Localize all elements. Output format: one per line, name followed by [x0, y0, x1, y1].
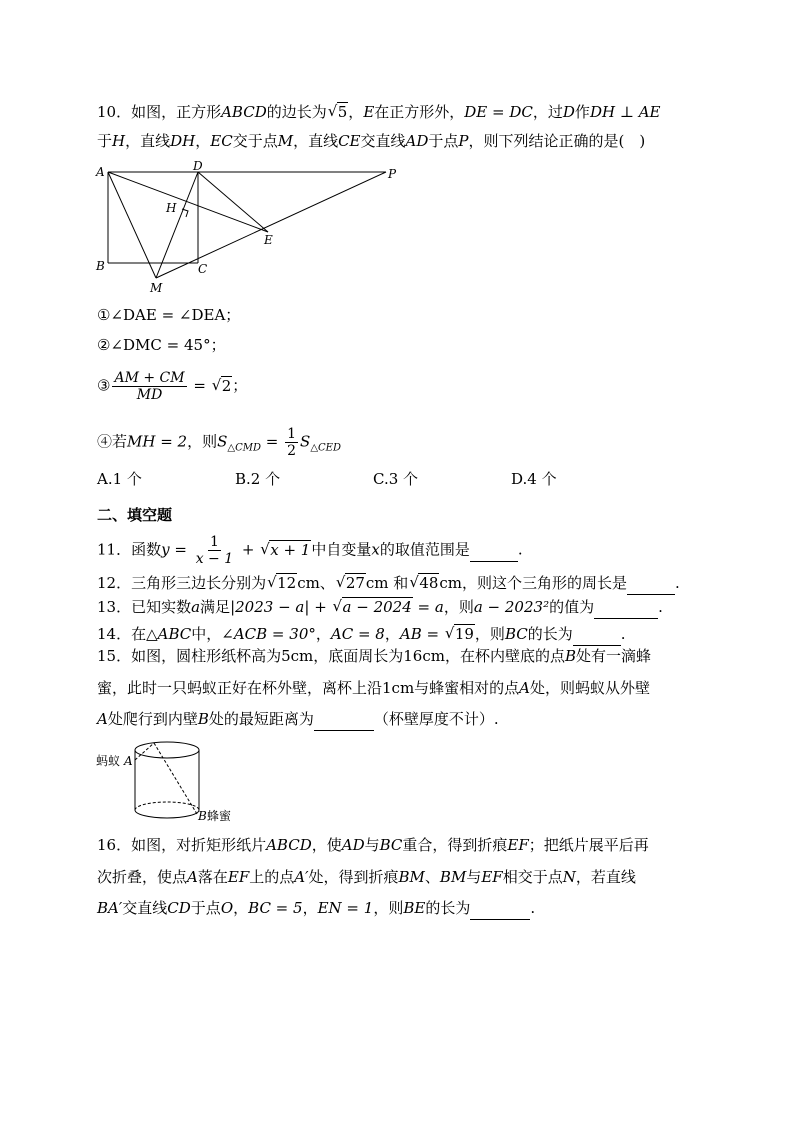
sqrt-5: √ 5: [328, 101, 349, 123]
section-title: 二、填空题: [97, 506, 173, 524]
q15-line3: A处爬行到内壁B处的最短距离为 （杯壁厚度不计）.: [97, 708, 499, 731]
sqrt: √ x + 1: [260, 539, 311, 561]
q16-line3: BA′交直线CD于点O，BC = 5，EN = 1，则BE的长为 .: [97, 897, 535, 920]
label-p: P: [388, 167, 397, 181]
q10-line2: 于H，直线DH，EC交于点M，直线CE交直线AD于点P，则下列结论正确的是( ): [97, 132, 646, 150]
label-m: M: [150, 281, 163, 295]
q16-line1: 16．如图，对折矩形纸片ABCD，使AD与BC重合，得到折痕EF；把纸片展平后再: [97, 836, 649, 854]
label-c: C: [198, 262, 208, 276]
label-b: B: [198, 809, 207, 823]
q13: 13．已知实数a满足|2023 − a| + √ a − 2024 = a，则a − 2023²的值为 .: [97, 596, 663, 619]
label-d: D: [193, 159, 203, 173]
label-a: A: [96, 165, 105, 179]
label-honey: 蜂蜜: [207, 809, 232, 823]
answer-blank[interactable]: [573, 623, 621, 646]
q15-line1: 15．如图，圆柱形纸杯高为5cm，底面周长为16cm，在杯内壁底的点B处有一滴蜂: [97, 647, 652, 665]
answer-blank[interactable]: [314, 708, 374, 731]
fraction: $\frac{1}{x - 1}$: [195, 534, 234, 567]
option-c[interactable]: C.3 个: [373, 470, 419, 488]
q14: 14．在△ABC中，∠ACB = 30°，AC = 8，AB = √ 19，则BC的长为 .: [97, 623, 626, 646]
label-ant: 蚂蚁: [96, 754, 121, 768]
option-a[interactable]: A.1 个: [97, 470, 142, 488]
fraction-half: $\frac{1}{2}$: [287, 426, 297, 459]
answer-blank[interactable]: [470, 539, 518, 562]
q11: 11．函数y = $\frac{1}{x - 1}$ + √ x + 1中自变量x的取值范围是 .: [97, 534, 523, 567]
fraction: $\frac{AM + CM}{MD}$: [114, 370, 185, 403]
answer-blank[interactable]: [627, 572, 675, 595]
label-e: E: [264, 233, 273, 247]
sqrt-27: √ 27: [336, 572, 366, 594]
q10-statement-4: ④若MH = 2，则$S_{\triangle CMD}$ = $\frac{1}{2}$ $S_{\triangle CED}$: [97, 426, 341, 459]
answer-blank[interactable]: [470, 897, 530, 920]
sqrt-12: √ 12: [267, 572, 297, 594]
q10-statement-1: ①∠DAE = ∠DEA；: [97, 306, 241, 324]
sqrt-2: √ 2: [212, 375, 233, 397]
segment-am: [108, 172, 156, 278]
segment-de: [198, 172, 268, 232]
cup-top-ellipse: [135, 742, 199, 758]
q10-statement-3: ③ $\frac{AM + CM}{MD}$ = √ 2；: [97, 370, 247, 403]
cup-bottom-back: [135, 802, 199, 810]
label-b: B: [96, 259, 105, 273]
sqrt-48: √ 48: [409, 572, 439, 594]
sqrt-19: √ 19: [445, 623, 475, 645]
path-to-honey: [154, 743, 197, 814]
q10-line1: 10．如图，正方形ABCD的边长为√ 5，E在正方形外，DE = DC，过D作DH ⊥ AE: [97, 101, 660, 123]
q16-line2: 次折叠，使点A落在EF上的点A′处，得到折痕BM、BM与EF相交于点N，若直线: [97, 868, 636, 886]
label-a: A: [124, 754, 133, 768]
segment-mp: [156, 172, 386, 278]
q12: 12．三角形三边长分别为√ 12cm、√ 27cm 和√ 48cm，则这个三角形的周长是 .: [97, 572, 680, 595]
option-b[interactable]: B.2 个: [235, 470, 281, 488]
option-d[interactable]: D.4 个: [511, 470, 557, 488]
answer-blank[interactable]: [594, 596, 658, 619]
label-h: H: [166, 201, 177, 215]
q15-cup-figure: [94, 736, 264, 828]
sqrt: √ a − 2024: [333, 596, 413, 618]
q10-figure: [90, 158, 410, 298]
segment-dm: [156, 172, 198, 278]
q10-statement-2: ②∠DMC = 45°；: [97, 336, 226, 354]
q15-line2: 蜜，此时一只蚂蚁正好在杯外壁，离杯上沿1cm与蜂蜜相对的点A处，则蚂蚁从外壁: [97, 679, 651, 697]
cup-bottom-front: [135, 810, 199, 818]
segment-ae: [108, 172, 268, 232]
